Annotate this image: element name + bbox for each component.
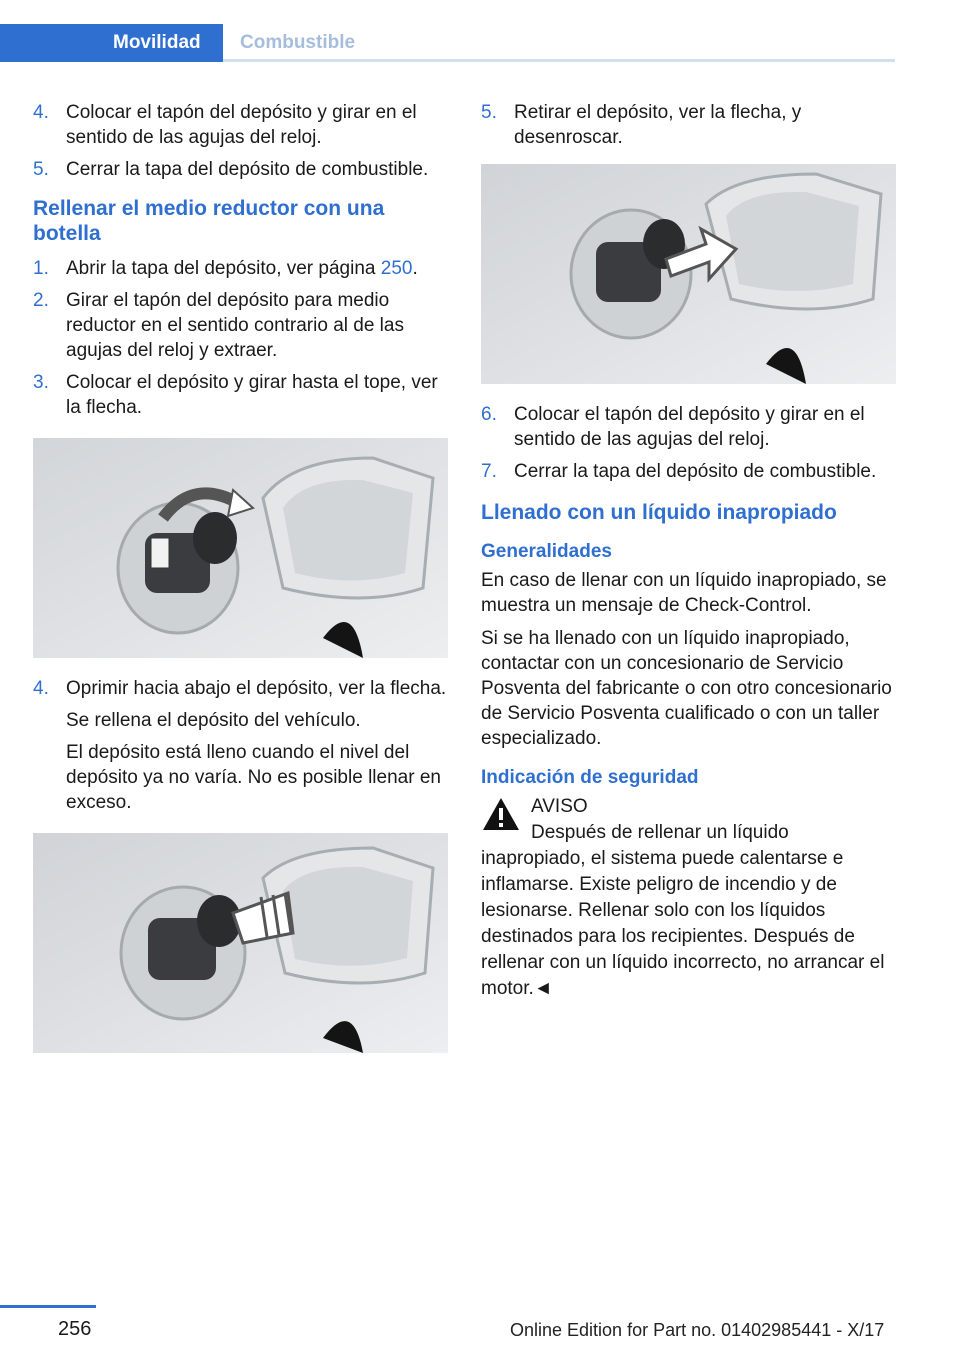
- step-number: 4.: [33, 102, 49, 123]
- step-text: Retirar el depósito, ver la flecha, y desenroscar.: [514, 102, 802, 148]
- subheading-general: Generalidades: [481, 541, 612, 562]
- paragraph-check-control: En caso de llenar con un líquido inapropiado, se muestra un mensaje de Check-Control.: [481, 570, 887, 616]
- step-1: [33, 256, 448, 281]
- step-4-close-cap: [33, 100, 448, 150]
- step-number: 6.: [481, 404, 497, 425]
- step-text: Colocar el depósito y girar hasta el tope, ver la flecha.: [66, 372, 438, 418]
- step-text: Oprimir hacia abajo el depósito, ver la flecha.: [66, 678, 447, 699]
- step-text-main: Abrir la tapa del depósito, ver página: [66, 258, 381, 279]
- step-6: [481, 402, 896, 452]
- warning-block: [481, 794, 896, 1002]
- step-3: [33, 370, 448, 420]
- step-text-end: .: [412, 258, 418, 279]
- step-text: Cerrar la tapa del depósito de combustible.: [514, 461, 877, 482]
- page-number: 256: [58, 1318, 92, 1340]
- step-note-refill: Se rellena el depósito del vehículo.: [66, 710, 361, 731]
- step-5-close-flap: [33, 157, 448, 182]
- step-number: 1.: [33, 258, 49, 279]
- warning-title: AVISO: [531, 796, 588, 817]
- edition-note: Online Edition for Part no. 01402985441 - X/17: [510, 1320, 885, 1340]
- step-text: Cerrar la tapa del depósito de combustible.: [66, 159, 429, 180]
- figure-press-bottle: [33, 833, 448, 1053]
- warning-text: [481, 820, 896, 1002]
- page-link[interactable]: 250: [380, 258, 413, 279]
- tab-movilidad[interactable]: Movilidad: [0, 24, 223, 62]
- footer-rule: [0, 1305, 96, 1308]
- step-number: 5.: [481, 102, 497, 123]
- step-number: 3.: [33, 372, 49, 393]
- header-rule: [223, 59, 895, 62]
- step-number: 4.: [33, 678, 49, 699]
- left-column: [33, 100, 448, 1071]
- step-2: [33, 288, 448, 363]
- step-text: Girar el tapón del depósito para medio reductor en el sentido contrario al de las agujas del reloj y extraer.: [66, 290, 404, 361]
- figure-insert-bottle: [33, 438, 448, 658]
- page-header: [0, 0, 960, 62]
- tab-combustible[interactable]: Combustible: [240, 32, 356, 53]
- paragraph-contact-service: Si se ha llenado con un líquido inapropiado, contactar con un concesionario de Servicio Posventa del fabricante o con otro concesionario de Servicio Posventa cualificado o con un taller especializado.: [481, 628, 892, 749]
- step-note-full: El depósito está lleno cuando el nivel del depósito ya no varía. No es posible llenar en exceso.: [66, 742, 441, 813]
- right-column: [481, 100, 896, 1002]
- figure-remove-bottle: [481, 164, 896, 384]
- step-text: [66, 256, 448, 281]
- section-heading-wrong-liquid: Llenado con un líquido inapropiado: [481, 501, 837, 524]
- step-number: 2.: [33, 290, 49, 311]
- subheading-safety: Indicación de seguridad: [481, 767, 699, 788]
- warning-icon: [481, 796, 521, 832]
- step-number: 7.: [481, 461, 497, 482]
- section-heading-refill-bottle: Rellenar el medio reductor con una botella: [33, 197, 385, 245]
- step-text: Colocar el tapón del depósito y girar en el sentido de las agujas del reloj.: [66, 102, 417, 148]
- step-text: Colocar el tapón del depósito y girar en el sentido de las agujas del reloj.: [514, 404, 865, 450]
- step-7: [481, 459, 896, 484]
- step-number: 5.: [33, 159, 49, 180]
- warning-text-content: Después de rellenar un líquido inapropiado, el sistema puede calentarse e inflamarse. Existe peligro de incendio y de lesionarse. Rellenar solo con los líquidos destinados para los recipientes. Después de rellenar con un líquido incorrecto, no arrancar el motor.◄: [481, 822, 885, 999]
- step-5-remove: [481, 100, 896, 150]
- step-4-press: [33, 676, 448, 701]
